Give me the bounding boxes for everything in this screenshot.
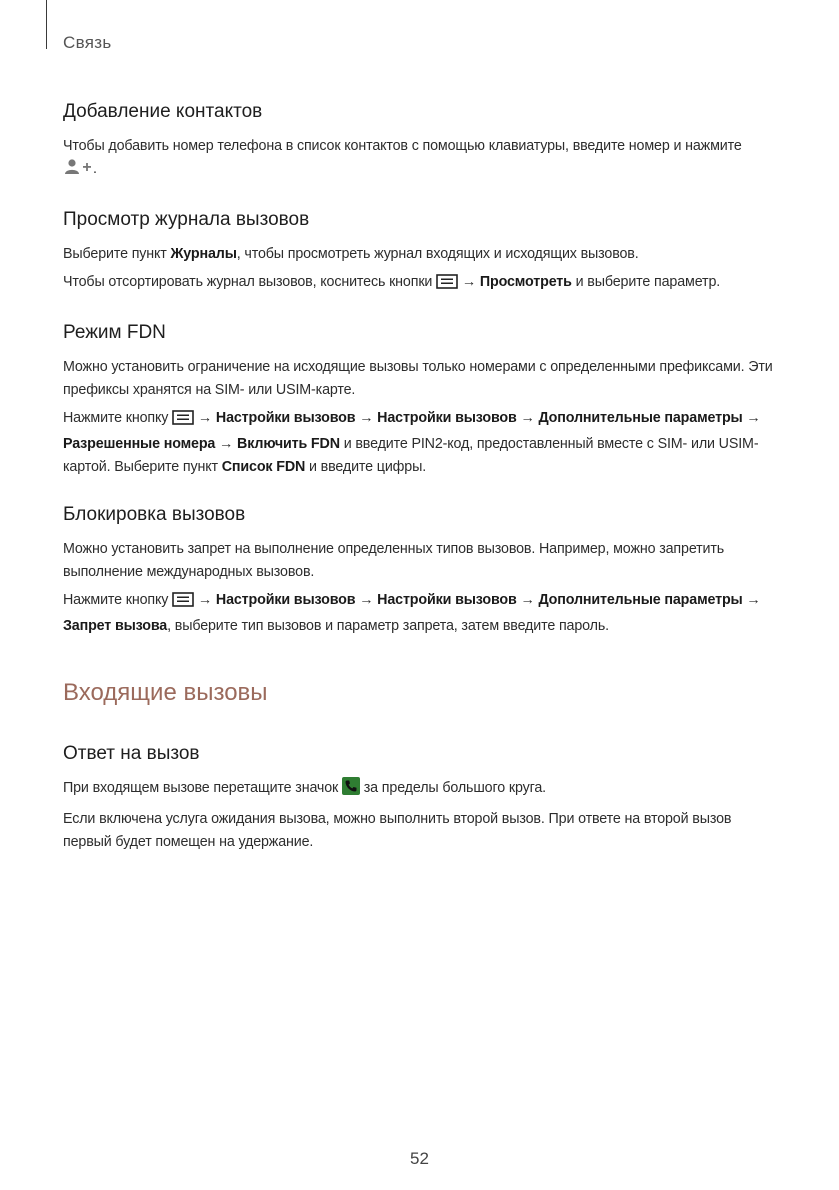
corner-rule xyxy=(46,0,47,49)
menu-icon xyxy=(172,592,194,615)
menu-icon xyxy=(172,410,194,433)
page-number: 52 xyxy=(410,1149,429,1168)
ui-term: Разрешенные номера xyxy=(63,436,216,452)
section-fdn xyxy=(63,321,773,479)
paragraph: Нажмите кнопку → Настройки вызовов → Настройки вызовов → Дополнительные параметры → Разрешенные номера → Включить FDN и введите PIN2-код, предоставленный вместе с SIM- или USIM-картой. Выберите пункт Список FDN и введите цифры. xyxy=(63,410,761,475)
ui-term: Список FDN xyxy=(221,459,306,475)
section-answer-call xyxy=(63,742,773,854)
ui-term: Настройки вызовов xyxy=(377,592,517,608)
paragraph: Чтобы добавить номер телефона в список контактов с помощью клавиатуры, введите номер и нажмите . xyxy=(63,135,773,184)
call-icon xyxy=(342,777,360,803)
ui-term: Включить FDN xyxy=(237,436,340,452)
page-content xyxy=(63,100,773,878)
heading-answer-call: Ответ на вызов xyxy=(63,743,200,764)
ui-term: Журналы xyxy=(170,246,237,262)
section-add-contacts xyxy=(63,100,773,184)
menu-icon xyxy=(436,274,458,297)
heading-add-contacts: Добавление контактов xyxy=(63,101,263,122)
chapter-title: Связь xyxy=(63,33,112,52)
paragraph: Выберите пункт Журналы, чтобы просмотреть журнал входящих и исходящих вызовов. xyxy=(63,246,639,262)
heading-call-log: Просмотр журнала вызовов xyxy=(63,209,310,230)
heading-fdn: Режим FDN xyxy=(63,322,166,343)
ui-term: Дополнительные параметры xyxy=(538,592,743,608)
section-call-barring xyxy=(63,503,773,638)
ui-term: Запрет вызова xyxy=(63,618,168,634)
heading-call-barring: Блокировка вызовов xyxy=(63,504,246,525)
paragraph: Если включена услуга ожидания вызова, можно выполнить второй вызов. При ответе на второй вызов первый будет помещен на удержание. xyxy=(63,811,732,850)
paragraph: Можно установить запрет на выполнение определенных типов вызовов. Например, можно запретить выполнение международных вызовов. xyxy=(63,541,725,580)
add-contact-icon xyxy=(63,158,93,184)
section-call-log xyxy=(63,208,773,297)
ui-term: Настройки вызовов xyxy=(215,592,356,608)
ui-term: Дополнительные параметры xyxy=(538,410,743,426)
paragraph: При входящем вызове перетащите значок за пределы большого круга. xyxy=(63,777,773,803)
paragraph: Нажмите кнопку → Настройки вызовов → Настройки вызовов → Дополнительные параметры → Запрет вызова, выберите тип вызовов и параметр запрета, затем введите пароль. xyxy=(63,592,761,634)
ui-term: Просмотреть xyxy=(479,274,572,290)
paragraph: Чтобы отсортировать журнал вызовов, коснитесь кнопки → Просмотреть и выберите параметр. xyxy=(63,271,773,297)
ui-term: Настройки вызовов xyxy=(215,410,356,426)
section-heading-incoming-calls: Входящие вызовы xyxy=(63,679,268,706)
ui-term: Настройки вызовов xyxy=(377,410,517,426)
paragraph: Можно установить ограничение на исходящие вызовы только номерами с определенными префиксами. Эти префиксы хранятся на SIM- или USIM-карте. xyxy=(63,359,773,398)
